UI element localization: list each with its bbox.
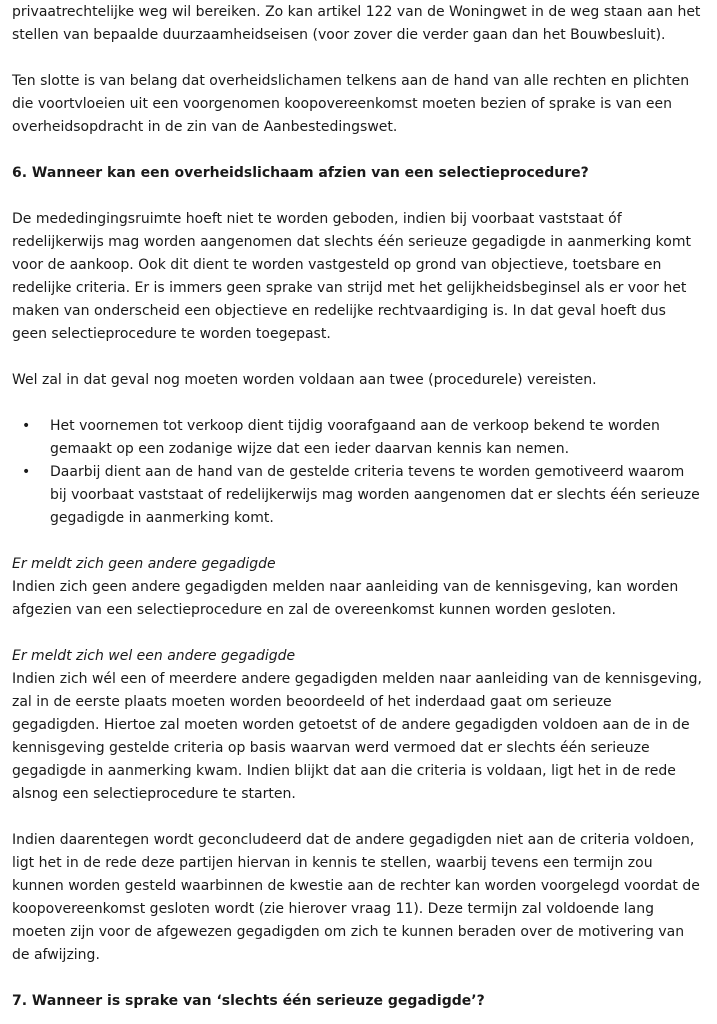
other-candidate-text: Indien zich wél een of meerdere andere gegadigden melden naar aanleiding van de kennisgeving, zal in de eerste plaats moeten worden beoordeeld of het inderdaad gaat om serieuze gegadigden. Hiertoe zal moeten worden getoetst of de andere gegadigden voldoen aan de in de kennisgeving gestelde criteria op basis waarvan werd vermoed dat er slechts één serieuze gegadigde in aanmerking kwam. Indien blijkt dat aan die criteria is voldaan, ligt het in de rede alsnog een selectieprocedure te starten. bbox=[12, 671, 702, 802]
bullet-icon: • bbox=[22, 418, 31, 434]
section-6-heading: 6. Wanneer kan een overheidslichaam afzien van een selectieprocedure? bbox=[12, 165, 589, 181]
section-6-paragraph-2: Wel zal in dat geval nog moeten worden voldaan aan twee (procedurele) vereisten. bbox=[12, 372, 597, 388]
no-other-candidate-text: Indien zich geen andere gegadigden melden naar aanleiding van de kennisgeving, kan worden afgezien van een selectieprocedure en zal de overeenkomst kunnen worden gesloten. bbox=[12, 579, 679, 618]
spacer bbox=[12, 392, 702, 415]
spacer bbox=[12, 139, 702, 162]
list-item-text: Daarbij dient aan de hand van de gestelde criteria tevens te worden gemotiveerd waarom bij voorbaat vaststaat of redelijkerwijs mag worden aangenomen dat er slechts één serieuze gegadigde in aanmerking komt. bbox=[50, 464, 700, 526]
subheading-no-other-candidate: Er meldt zich geen andere gegadigde bbox=[12, 556, 276, 572]
document-page bbox=[12, 1, 702, 1013]
list-item bbox=[12, 415, 702, 461]
spacer bbox=[12, 47, 702, 70]
spacer bbox=[12, 622, 702, 645]
intro-paragraph-1: privaatrechtelijke weg wil bereiken. Zo kan artikel 122 van de Woningwet in de weg staan aan het stellen van bepaalde duurzaamheidseisen (voor zover die verder gaan dan het Bouwbesluit). bbox=[12, 4, 701, 43]
list-item-text: Het voornemen tot verkoop dient tijdig voorafgaand aan de verkoop bekend te worden gemaakt op een zodanige wijze dat een ieder daarvan kennis kan nemen. bbox=[50, 418, 660, 457]
section-6-paragraph-1: De mededingingsruimte hoeft niet te worden geboden, indien bij voorbaat vaststaat óf redelijkerwijs mag worden aangenomen dat slechts één serieuze gegadigde in aanmerking komt voor de aankoop. Ook dit dient te worden vastgesteld op grond van objectieve, toetsbare en redelijke criteria. Er is immers geen sprake van strijd met het gelijkheidsbeginsel als er voor het maken van onderscheid een objectieve en redelijke rechtvaardiging is. In dat geval hoeft dus geen selectieprocedure te worden toegepast. bbox=[12, 211, 691, 342]
section-7-heading: 7. Wanneer is sprake van ‘slechts één serieuze gegadigde’? bbox=[12, 993, 485, 1009]
list-item bbox=[12, 461, 702, 530]
spacer bbox=[12, 530, 702, 553]
bullet-icon: • bbox=[22, 464, 31, 480]
spacer bbox=[12, 185, 702, 208]
requirements-list bbox=[12, 415, 702, 530]
spacer bbox=[12, 346, 702, 369]
spacer bbox=[12, 806, 702, 829]
subheading-other-candidate: Er meldt zich wel een andere gegadigde bbox=[12, 648, 296, 664]
intro-paragraph-2: Ten slotte is van belang dat overheidslichamen telkens aan de hand van alle rechten en plichten die voortvloeien uit een voorgenomen koopovereenkomst moeten bezien of sprake is van een overheidsopdracht in de zin van de Aanbestedingswet. bbox=[12, 73, 690, 135]
spacer bbox=[12, 967, 702, 990]
other-candidate-text-2: Indien daarentegen wordt geconcludeerd dat de andere gegadigden niet aan de criteria voldoen, ligt het in de rede deze partijen hiervan in kennis te stellen, waarbij tevens een termijn zou kunnen worden gesteld waarbinnen de kwestie aan de rechter kan worden voorgelegd voordat de koopovereenkomst gesloten wordt (zie hierover vraag 11). Deze termijn zal voldoende lang moeten zijn voor de afgewezen gegadigden om zich te kunnen beraden over de motivering van de afwijzing. bbox=[12, 832, 700, 963]
